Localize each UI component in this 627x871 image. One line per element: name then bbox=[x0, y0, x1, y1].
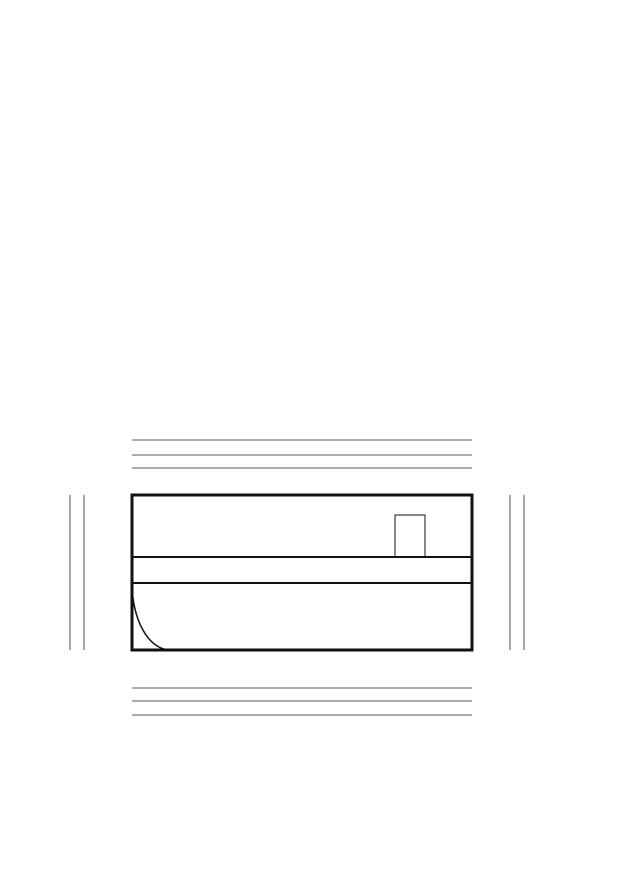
curved-stair-wall bbox=[132, 583, 170, 650]
floor-plan-drawing bbox=[40, 405, 596, 765]
stair bbox=[395, 515, 425, 557]
building-outline bbox=[132, 495, 472, 650]
